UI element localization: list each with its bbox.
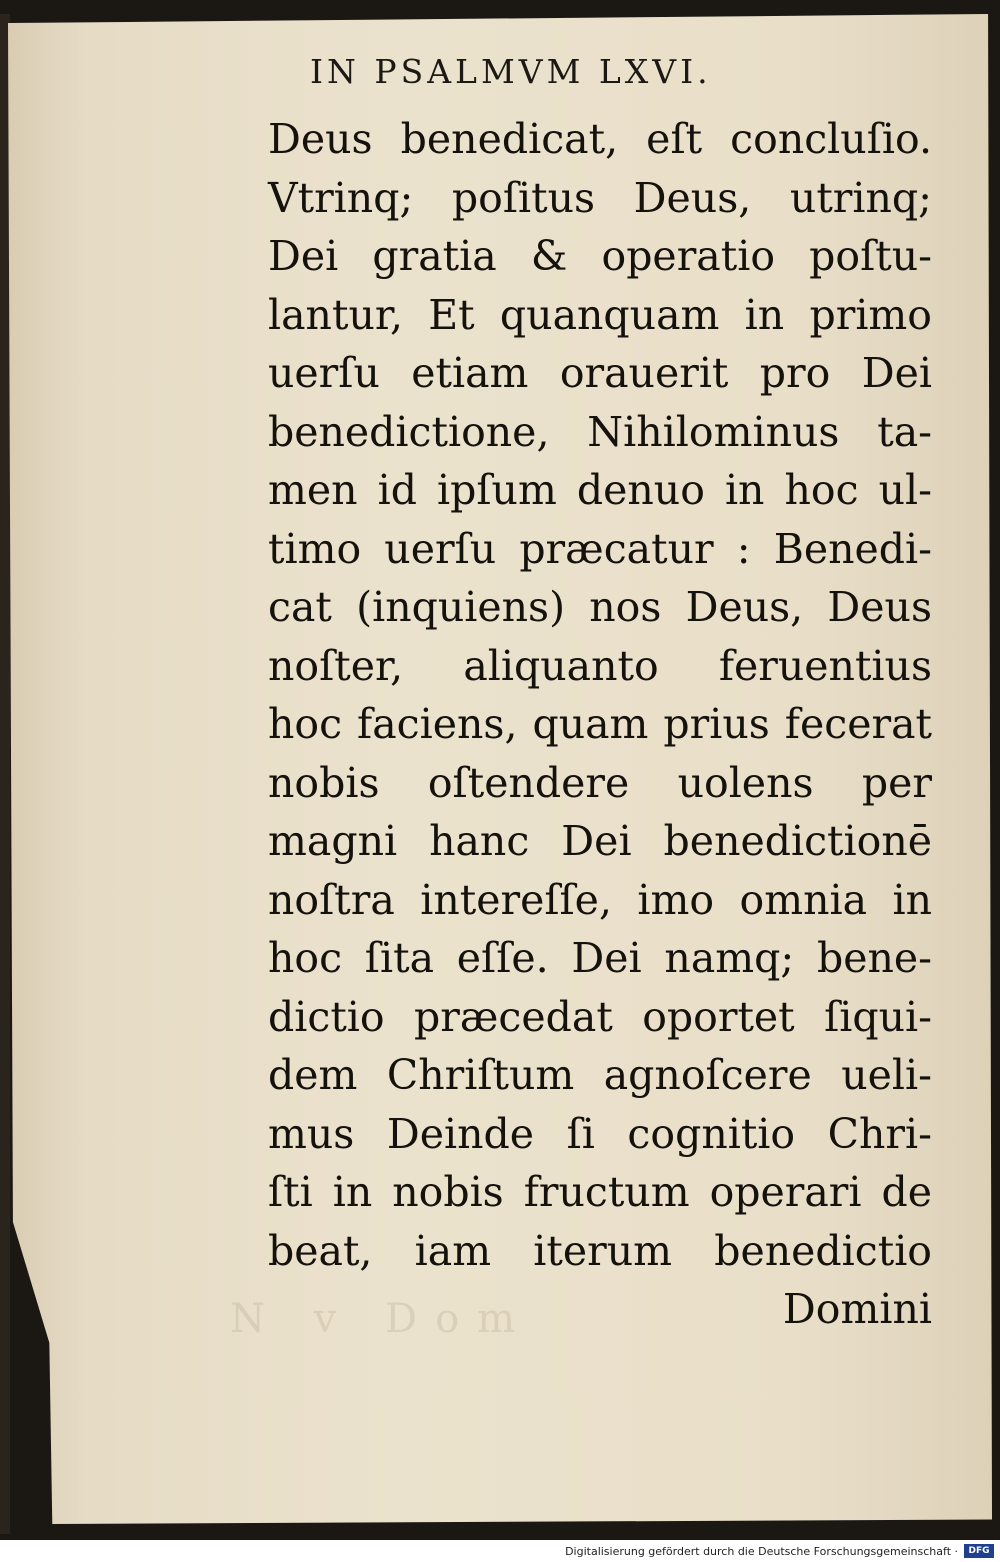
text-line: uerſu etiam orauerit pro Dei — [268, 349, 932, 397]
text-line: benedictione, Nihilominus ta- — [268, 407, 932, 456]
text-line: ſti in nobis fructum operari de — [268, 1168, 932, 1216]
text-line: hoc faciens, quam prius fecerat — [268, 700, 932, 748]
text-line: hoc ſita eſſe. Dei namq; bene- — [268, 934, 932, 982]
text-line: Vtrinq; poſitus Deus, utrinq; — [268, 173, 932, 222]
text-line: lantur, Et quanquam in primo — [268, 290, 932, 339]
text-line: dem Chriſtum agnoſcere ueli- — [268, 1051, 932, 1099]
text-line: nobis oſtendere uolens per — [268, 758, 932, 807]
text-line: noſter, aliquanto feruentius — [268, 641, 932, 690]
text-line: Dei gratia & operatio poſtu- — [268, 232, 932, 280]
text-line: cat (inquiens) nos Deus, Deus — [268, 583, 932, 631]
text-line: Deus benedicat, eſt concluſio. — [268, 115, 932, 163]
funding-credit: Digitalisierung gefördert durch die Deutsche Forschungsgemeinschaft · — [565, 1545, 958, 1558]
text-line: magni hanc Dei benedictionē — [268, 817, 932, 865]
text-line: dictio præcedat oportet ſiqui- — [268, 992, 932, 1041]
text-line: timo uerſu præcatur : Benedi- — [268, 524, 932, 573]
text-line: men id ipſum denuo in hoc ul- — [268, 466, 932, 514]
dfg-logo-icon: DFG — [964, 1544, 994, 1558]
book-edge — [0, 14, 10, 1534]
text-line: beat, iam iterum benedictio — [268, 1226, 932, 1275]
text-line: mus Deinde ſi cognitio Chri- — [268, 1109, 932, 1158]
running-head: IN PSALMVM LXVI. — [310, 52, 712, 91]
catchword: Domini — [782, 1285, 932, 1333]
bleed-through-shadow: N v Dom — [230, 1296, 534, 1342]
text-line: noſtra intereſſe, imo omnia in — [268, 875, 932, 924]
footer-bar — [0, 1540, 1000, 1562]
body-text — [268, 110, 932, 1339]
